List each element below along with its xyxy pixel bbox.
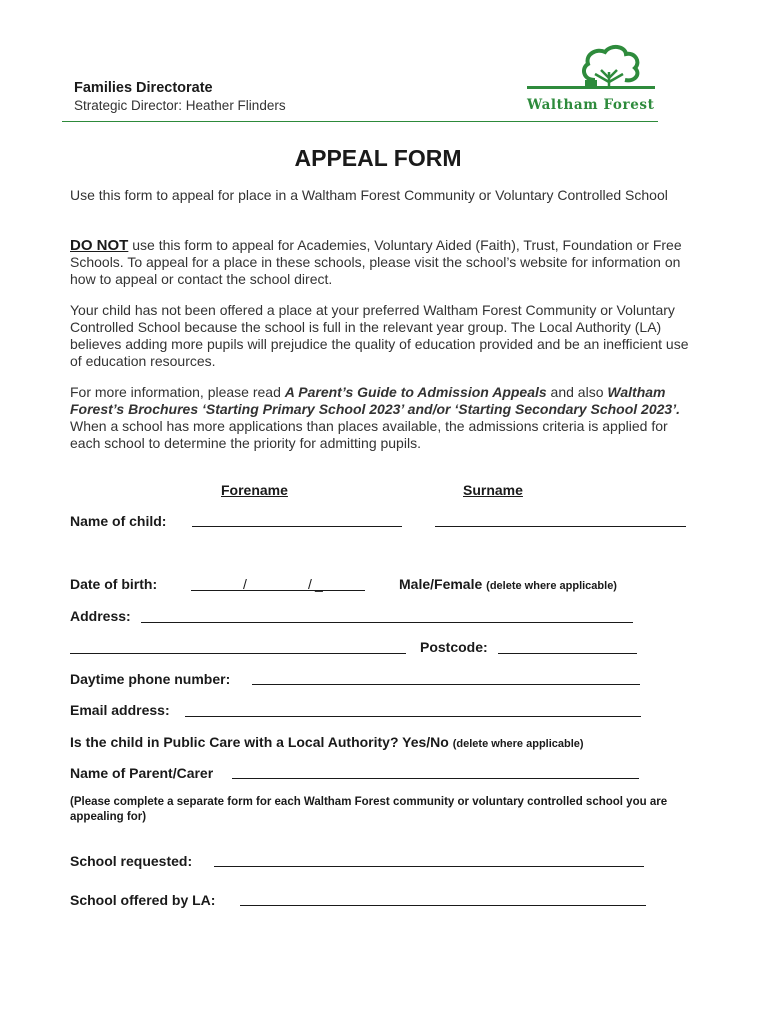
public-care-note: (delete where applicable): [452, 738, 584, 750]
dob-underscore: _: [315, 576, 323, 592]
logo-text: Waltham Forest: [527, 97, 655, 113]
email-field[interactable]: [185, 716, 641, 717]
reason-paragraph: Your child has not been offered a place at your preferred Waltham Forest Community or Voluntary Controlled School because the school is full in the relevant year group. The Local Authority (LA) believes adding more pupils will prejudice the quality of education provided and be an inefficient use of education resources.: [70, 302, 689, 369]
forename-field[interactable]: [192, 526, 402, 527]
address-field-line-1[interactable]: [141, 622, 633, 623]
address-field-line-2[interactable]: [70, 653, 406, 654]
brochures-title: Waltham Forest’s Brochures ‘Starting Primary School 2023’ and/or ‘Starting Secondary School 2023’.: [70, 384, 680, 417]
separate-form-note: (Please complete a separate form for each Waltham Forest community or voluntary controlled school you are appealing for): [70, 796, 668, 823]
school-offered-label: School offered by LA:: [70, 892, 216, 908]
parent-carer-field[interactable]: [232, 778, 639, 779]
gender-text[interactable]: Male/Female: [399, 576, 483, 592]
daytime-phone-field[interactable]: [252, 684, 640, 685]
dob-slash-2: /: [308, 576, 312, 592]
info-prefix: For more information, please read: [70, 384, 285, 400]
header-divider: [62, 121, 658, 122]
info-suffix: When a school has more applications than places available, the admissions criteria is applied for each school to determine the priority for admitting pupils.: [70, 418, 668, 451]
school-requested-field[interactable]: [214, 866, 644, 867]
public-care-text[interactable]: Is the child in Public Care with a Local Authority? Yes/No: [70, 734, 449, 750]
public-care-question: [70, 734, 584, 750]
school-offered-field[interactable]: [240, 905, 646, 906]
do-not-paragraph: [70, 237, 690, 288]
name-of-child-label: Name of child:: [70, 513, 167, 529]
info-paragraph: [70, 384, 690, 452]
address-label: Address:: [70, 608, 131, 624]
form-title: APPEAL FORM: [294, 145, 462, 171]
intro-paragraph: Use this form to appeal for place in a Waltham Forest Community or Voluntary Controlled School: [70, 187, 668, 203]
gender-label: [399, 576, 617, 592]
email-label: Email address:: [70, 702, 170, 718]
do-not-emphasis: DO NOT: [70, 237, 129, 254]
postcode-label: Postcode:: [420, 639, 488, 655]
gender-note: (delete where applicable): [486, 580, 617, 592]
parent-carer-label: Name of Parent/Carer: [70, 765, 214, 781]
dob-field[interactable]: [191, 590, 365, 591]
strategic-director: Strategic Director: Heather Flinders: [74, 98, 286, 113]
daytime-phone-label: Daytime phone number:: [70, 671, 231, 687]
date-of-birth-label: Date of birth:: [70, 576, 158, 592]
school-requested-label: School requested:: [70, 853, 193, 869]
forename-header: Forename: [221, 482, 288, 498]
dob-slash-1: /: [243, 576, 247, 592]
postcode-field[interactable]: [498, 653, 637, 654]
info-mid: and also: [546, 384, 608, 400]
directorate-title: Families Directorate: [74, 80, 213, 96]
do-not-text: use this form to appeal for Academies, Voluntary Aided (Faith), Trust, Foundation or Free Schools. To appeal for a place in these schools, please visit the school’s website for information on how to appeal or contact the school direct.: [70, 237, 682, 287]
parents-guide-title: A Parent’s Guide to Admission Appeals: [284, 384, 547, 400]
surname-field[interactable]: [435, 526, 686, 527]
surname-header: Surname: [463, 482, 523, 498]
